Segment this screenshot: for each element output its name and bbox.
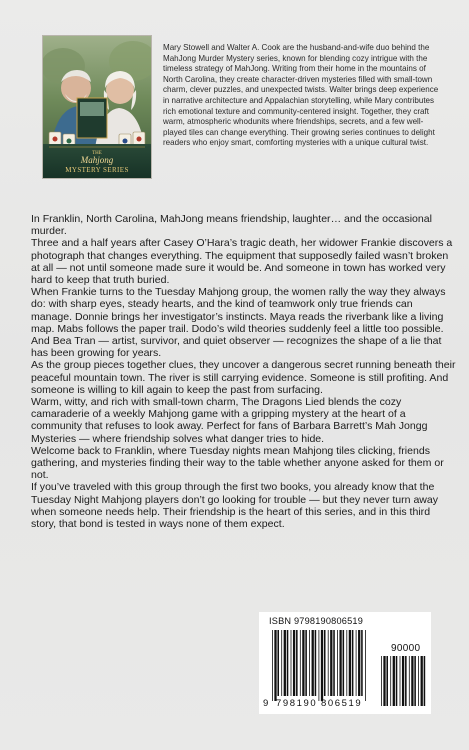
blurb-paragraph: As the group pieces together clues, they uncover a dangerous secret running beneath their peaceful mountain town. The river is still carrying evidence. Someone is still profiting. And someone is willing to kill again to keep the past from surfacing. xyxy=(31,359,456,396)
blurb-paragraph: When Frankie turns to the Tuesday Mahjong group, the women rally the way they always do: with sharp eyes, steady hearts, and the kind of teamwork only true friends can manage. Donnie brings her investigator’s instincts. Maya reads the riverbank like a living map. Mabs follows the paper trail. Dodo’s wild theories suddenly feel a little too possible. And Bea Tran — artist, survivor, and quiet observer — recognizes the shape of a lie that has been growing for years. xyxy=(31,286,446,360)
blurb-paragraph: Welcome back to Franklin, where Tuesday nights mean Mahjong tiles clicking, friends gathering, and mysteries finding their way to the table whether anyone asked for them or not. xyxy=(31,444,444,482)
isbn-barcode xyxy=(259,612,431,714)
blurb-paragraph: Warm, witty, and rich with small-town charm, The Dragons Lied blends the cozy camaraderie of a weekly Mahjong game with a gripping mystery at the heart of a community that refuses to look away. Perfect for fans of Barbara Barrett’s Mah Jongg Mysteries — where friendship solves what danger tries to hide. xyxy=(31,396,428,445)
author-photo-image xyxy=(43,36,151,178)
blurb-paragraph: Three and a half years after Casey O’Hara’s tragic death, her widower Frankie discovers a photograph that changes everything. The equipment that supposedly failed wasn’t broken at all — not until someone made sure it would be. And someone in town has worked very hard to keep that truth buried. xyxy=(31,237,453,287)
isbn-label: ISBN 9798190806519 xyxy=(269,616,364,626)
blurb-paragraph: In Franklin, North Carolina, MahJong means friendship, laughter… and the occasional murder. xyxy=(31,213,432,238)
author-section xyxy=(36,33,446,183)
author-photo xyxy=(42,35,152,179)
photo-overlay-line2: Mahjong xyxy=(80,155,114,165)
book-description xyxy=(31,213,456,530)
photo-overlay-line1: THE xyxy=(92,151,102,156)
author-bio: Mary Stowell and Walter A. Cook are the husband-and-wife duo behind the MahJong Murder Mystery series, known for blending cozy intrigue with the timeless strategy of MahJong. Writing from their home in the mountains of North Carolina, they create character-driven mysteries filled with small-town charm, clever puzzles, and unexpected twists. Walter brings deep experience in narrative architecture and Appalachian storytelling, while Mary contributes rich emotional texture and community-centered insight. Together, they craft warm, atmospheric whodunits where friendships, secrets, and a few well-played tiles can change everything. Their growing series continues to delight readers who enjoy smart, comforting mysteries with a unique cultural twist. xyxy=(163,43,439,148)
barcode-lead-digit: 9 xyxy=(263,698,269,709)
barcode-left-digits: 798190 xyxy=(276,698,318,709)
barcode-right-digits: 806519 xyxy=(321,698,363,709)
price-code: 90000 xyxy=(391,643,421,654)
photo-overlay-line3: MYSTERY SERIES xyxy=(65,166,129,174)
blurb-paragraph: If you’ve traveled with this group through the first two books, you already know that the Tuesday Night Mahjong players don’t go looking for trouble — but they never turn away when someone needs help. Their friendship is the heart of this series, and in this third story, that bond is tested in ways none of them expect. xyxy=(31,481,439,531)
